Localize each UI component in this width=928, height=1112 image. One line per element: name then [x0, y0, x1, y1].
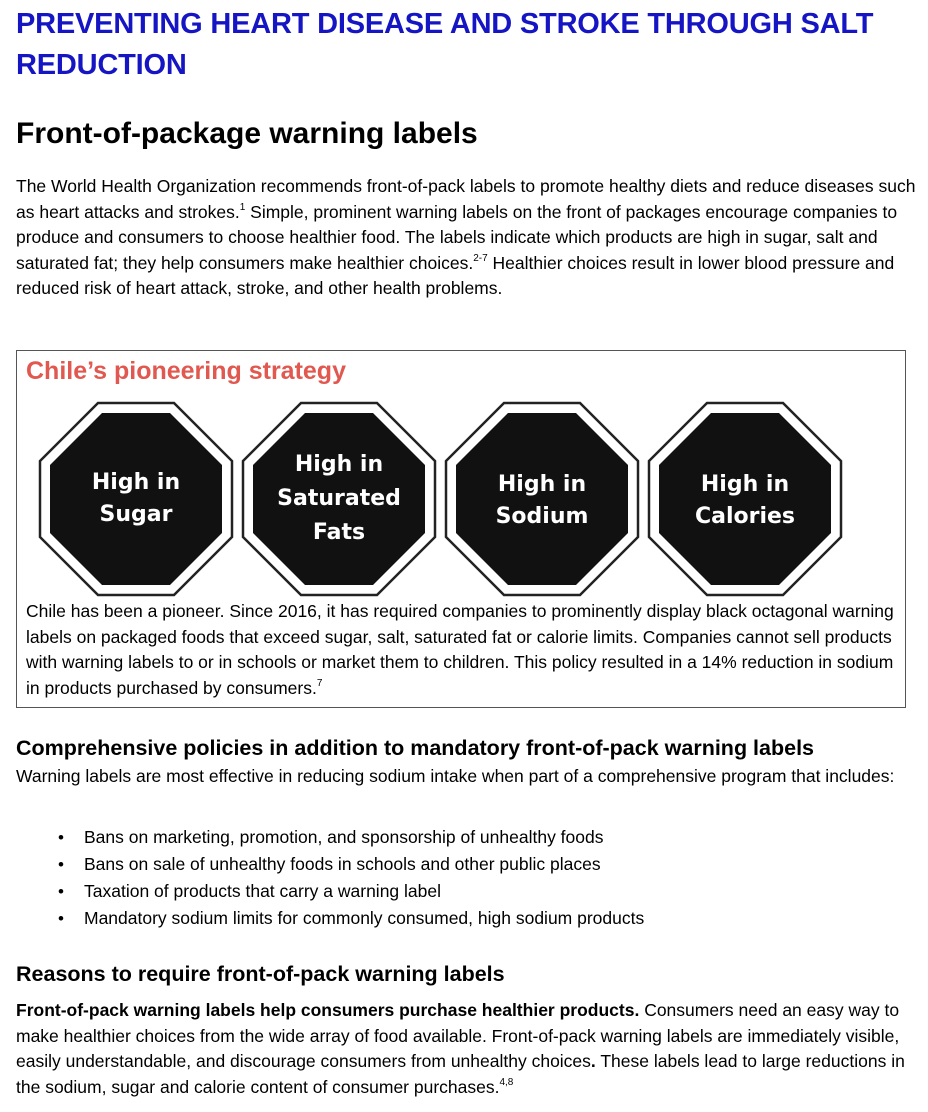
list-item-text: Bans on sale of unhealthy foods in schools and other public places	[84, 854, 601, 874]
chile-strategy-box	[16, 350, 906, 708]
warning-labels-illustration	[37, 399, 862, 599]
list-item	[0, 878, 928, 905]
label-line: High in	[91, 470, 181, 495]
list-item	[0, 851, 928, 878]
octagon-saturated-fats-icon	[243, 403, 435, 595]
bullet-icon: •	[58, 882, 64, 901]
intro-text-2: Simple, prominent warning labels on the front of packages encourage companies to produce and consumers to choose healthier food. The labels indicate which products are high in sugar, salt and saturated fat; they help consumers make healthier choices.	[16, 201, 898, 273]
comprehensive-intro: Warning labels are most effective in reducing sodium intake when part of a comprehensive program that includes:	[16, 766, 895, 786]
citation-ref: 7	[316, 677, 323, 689]
policy-list	[0, 824, 928, 932]
comprehensive-heading: Comprehensive policies in addition to mandatory front-of-pack warning labels	[16, 736, 814, 760]
octagon-sodium-icon	[446, 403, 638, 595]
list-item-text: Bans on marketing, promotion, and sponsorship of unhealthy foods	[84, 827, 604, 847]
label-line: Fats	[312, 520, 366, 545]
chile-box-text	[26, 599, 896, 701]
octagon-sugar-icon	[40, 403, 232, 595]
list-item	[0, 905, 928, 932]
reasons-period: .	[590, 1051, 596, 1072]
intro-text-1: The World Health Organization recommends front-of-pack labels to promote healthy diets and reduce diseases such as heart attacks and strokes.	[16, 176, 916, 222]
reasons-text: Consumers need an easy way to make healthier choices from the wide array of food available. Front-of-pack warning labels are immediately visible, easily understandable, and discourage consumers from unhealthy choices	[16, 1000, 900, 1072]
label-line: Sugar	[99, 502, 173, 527]
reasons-heading: Reasons to require front-of-pack warning labels	[16, 962, 505, 986]
label-line: Saturated	[277, 486, 401, 511]
label-line: High in	[700, 472, 790, 497]
reasons-lead: Front-of-pack warning labels help consumers purchase healthier products.	[16, 1000, 640, 1020]
octagon-calories-icon	[649, 403, 841, 595]
bullet-icon: •	[58, 855, 64, 874]
list-item	[0, 824, 928, 851]
reasons-paragraph	[16, 998, 916, 1100]
label-line: Calories	[694, 504, 796, 529]
intro-paragraph	[16, 174, 916, 302]
citation-ref: 1	[239, 201, 246, 213]
chile-text: Chile has been a pioneer. Since 2016, it has required companies to prominently display black octagonal warning labels on packaged foods that exceed sugar, salt, saturated fat or calorie limits. Companies cannot sell products with warning labels to or in schools or market them to children. This policy resulted in a 14% reduction in sodium in products purchased by consumers.	[26, 601, 894, 698]
bullet-icon: •	[58, 909, 64, 928]
label-line: Sodium	[495, 504, 589, 529]
list-item-text: Taxation of products that carry a warning label	[84, 881, 441, 901]
section-title: Front-of-package warning labels	[16, 117, 478, 150]
list-item-text: Mandatory sodium limits for commonly consumed, high sodium products	[84, 908, 645, 928]
label-line: High in	[294, 452, 384, 477]
citation-ref: 2-7	[473, 252, 488, 264]
citation-ref: 4,8	[499, 1076, 514, 1088]
label-line: High in	[497, 472, 587, 497]
bullet-icon: •	[58, 828, 64, 847]
chile-box-title: Chile’s pioneering strategy	[26, 357, 346, 385]
intro-text-3: Healthier choices result in lower blood pressure and reduced risk of heart attack, stroke, and other health problems.	[16, 252, 895, 299]
reasons-text-2: These labels lead to large reductions in the sodium, sugar and calorie content of consumer purchases.	[16, 1051, 905, 1097]
main-title: PREVENTING HEART DISEASE AND STROKE THROUGH SALT REDUCTION	[16, 8, 874, 81]
